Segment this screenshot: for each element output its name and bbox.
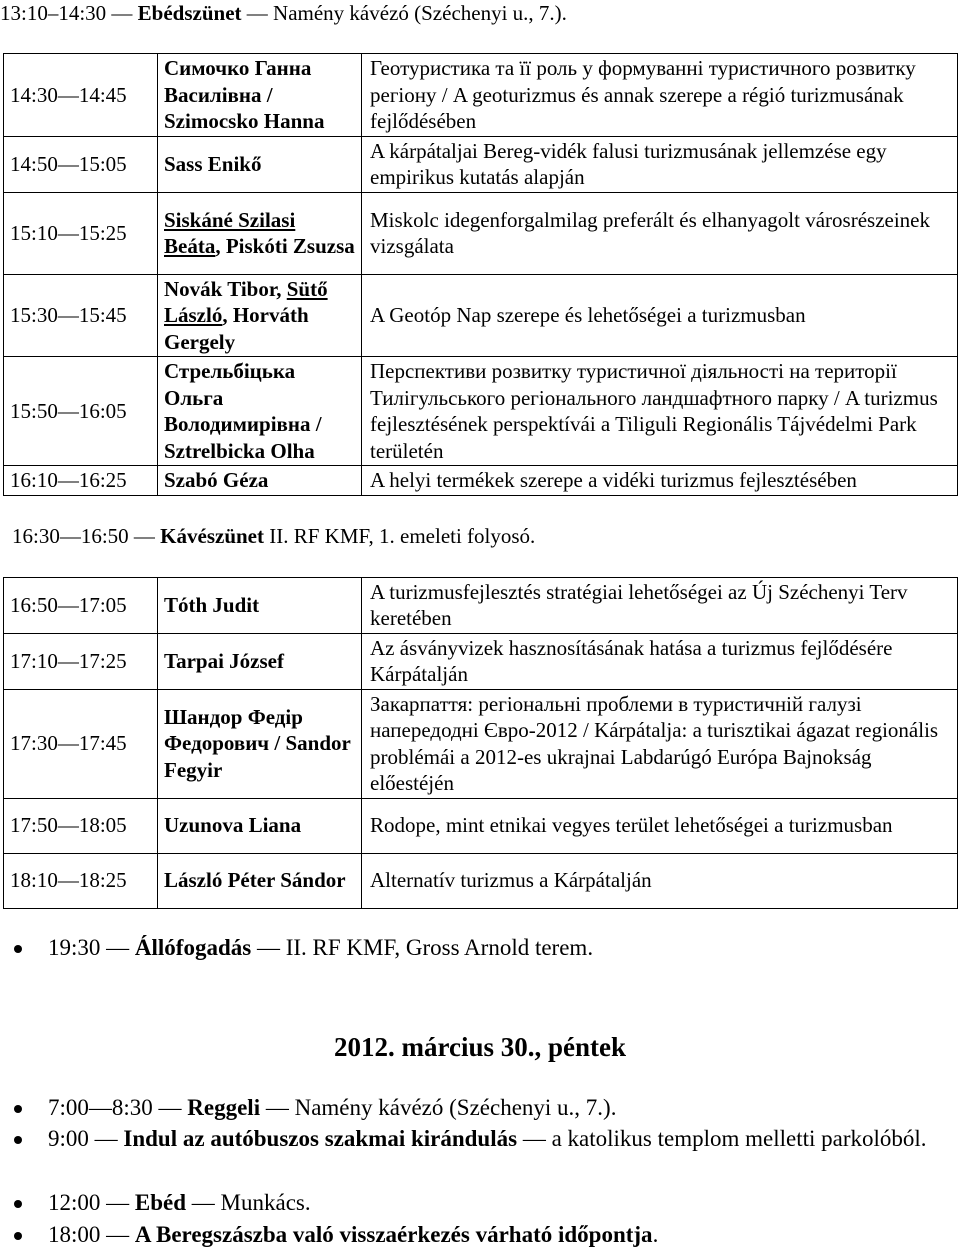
speaker-first: Novák Tibor, bbox=[164, 276, 287, 301]
table-row bbox=[4, 798, 958, 853]
session-time: 17:30—17:45 bbox=[4, 689, 158, 798]
session-title: A turizmusfejlesztés stratégiai lehetőségei az Új Széchenyi Terv keretében bbox=[362, 578, 958, 634]
table-row bbox=[4, 137, 958, 193]
item-time: 7:00—8:30 bbox=[48, 1095, 153, 1120]
item-rest: Munkács. bbox=[220, 1190, 311, 1215]
dash: — bbox=[94, 1126, 118, 1151]
session-time: 17:10—17:25 bbox=[4, 633, 158, 689]
session-time: 16:50—17:05 bbox=[4, 578, 158, 634]
list-item-text bbox=[48, 1219, 960, 1251]
list-item bbox=[0, 1219, 960, 1251]
item-time: 9:00 bbox=[48, 1126, 89, 1151]
table-row bbox=[4, 54, 958, 137]
list-item-text bbox=[48, 1092, 960, 1124]
dash: — bbox=[158, 1095, 182, 1120]
bullet-icon bbox=[14, 945, 22, 953]
session-title: A helyi termékek szerepe a vidéki turizmus fejlesztésében bbox=[362, 466, 958, 495]
session-title: Перспективи розвитку туристичної діяльності на території Тилігульського регіонального ландшафтного парку / A turizmus fejlesztésének perspektívái a Tiliguli Regionális Tájvédelmi Park területén bbox=[362, 357, 958, 466]
session-speaker: Стрельбіцька Ольга Володимирівна / Sztrelbicka Olha bbox=[158, 357, 362, 466]
table-row bbox=[4, 633, 958, 689]
bullet-icon bbox=[14, 1136, 22, 1144]
dash: — bbox=[106, 935, 130, 960]
session-title: Геотуристика та її роль у формуванні туристичного розвитку регіону / A geoturizmus és annak szerepe a régió turizmusának fejlődésében bbox=[362, 54, 958, 137]
session-speaker: Uzunova Liana bbox=[158, 798, 362, 853]
dash: — bbox=[106, 1222, 130, 1247]
coffee-event: Kávészünet bbox=[160, 524, 264, 548]
session-speaker: Шандор Федір Федорович / Sandor Fegyir bbox=[158, 689, 362, 798]
reception-place: II. RF KMF, Gross Arnold terem. bbox=[285, 935, 594, 960]
speaker-rest: , Horváth Gergely bbox=[164, 303, 309, 354]
list-item-text bbox=[48, 1123, 960, 1155]
list-item-text bbox=[48, 1187, 960, 1219]
day-heading: 2012. március 30., péntek bbox=[333, 1032, 626, 1062]
session-time: 15:30—15:45 bbox=[4, 274, 158, 356]
lunch-time: 13:10–14:30 bbox=[0, 1, 107, 25]
item-rest: Namény kávézó (Széchenyi u., 7.). bbox=[294, 1095, 617, 1120]
item-time: 12:00 bbox=[48, 1190, 101, 1215]
coffee-break-line bbox=[12, 523, 535, 549]
session-title: A kárpátaljai Bereg-vidék falusi turizmusának jellemzése egy empirikus kutatás alapján bbox=[362, 137, 958, 193]
dash: — bbox=[256, 935, 280, 960]
table-row bbox=[4, 578, 958, 634]
dash: — bbox=[106, 1190, 130, 1215]
reception-event: Állófogadás bbox=[134, 935, 252, 960]
table-row bbox=[4, 689, 958, 798]
item-event: Ebéd bbox=[134, 1190, 187, 1215]
session-time: 14:50—15:05 bbox=[4, 137, 158, 193]
session-title: Закарпаття: регіональні проблеми в туристичній галузі напередодні Євро-2012 / Kárpátalja: a turisztikai ágazat regionális problémái a 2012-es ukrajnai Labdarúgó Európa Bajnokság előestéjén bbox=[362, 689, 958, 798]
dash: — bbox=[265, 1095, 289, 1120]
session-speaker: Sass Enikő bbox=[158, 137, 362, 193]
session-time: 16:10—16:25 bbox=[4, 466, 158, 495]
table-row bbox=[4, 192, 958, 274]
session-time: 18:10—18:25 bbox=[4, 853, 158, 908]
coffee-time: 16:30—16:50 bbox=[12, 524, 129, 548]
item-rest: a katolikus templom melletti parkolóból. bbox=[551, 1126, 927, 1151]
reception-time: 19:30 bbox=[48, 935, 101, 960]
session-speaker: Tóth Judit bbox=[158, 578, 362, 634]
item-event: Indul az autóbuszos szakmai kirándulás bbox=[123, 1126, 518, 1151]
table-row bbox=[4, 466, 958, 495]
session-title: Az ásványvizek hasznosításának hatása a turizmus fejlődésére Kárpátalján bbox=[362, 633, 958, 689]
session-time: 17:50—18:05 bbox=[4, 798, 158, 853]
list-item bbox=[0, 1187, 960, 1219]
item-time: 18:00 bbox=[48, 1222, 101, 1247]
session-speaker bbox=[158, 192, 362, 274]
lunch-break-line bbox=[0, 0, 567, 26]
coffee-place: II. RF KMF, 1. emeleti folyosó. bbox=[269, 524, 536, 548]
item-rest: . bbox=[652, 1222, 659, 1247]
list-item-text bbox=[48, 932, 960, 964]
session-speaker: László Péter Sándor bbox=[158, 853, 362, 908]
session-speaker bbox=[158, 274, 362, 356]
session-title: Miskolc idegenforgalmilag preferált és elhanyagolt városrészeinek vizsgálata bbox=[362, 192, 958, 274]
lunch-event: Ebédszünet bbox=[137, 1, 242, 25]
dash: — bbox=[133, 524, 155, 548]
session-speaker: Szabó Géza bbox=[158, 466, 362, 495]
session-time: 14:30—14:45 bbox=[4, 54, 158, 137]
session-title: Alternatív turizmus a Kárpátalján bbox=[362, 853, 958, 908]
schedule-table-afternoon bbox=[3, 53, 958, 496]
list-item bbox=[0, 1092, 960, 1124]
dash: — bbox=[246, 1, 268, 25]
table-row bbox=[4, 274, 958, 356]
speaker-underlined: Siskáné Szilasi Beáta bbox=[164, 207, 296, 259]
list-item bbox=[0, 932, 960, 964]
speaker-rest: , Piskóti Zsuzsa bbox=[215, 234, 355, 259]
bullet-icon bbox=[14, 1200, 22, 1208]
session-title: A Geotóp Nap szerepe és lehetőségei a turizmusban bbox=[362, 274, 958, 356]
session-speaker: Симочко Ганна Василівна / Szimocsko Hanna bbox=[158, 54, 362, 137]
dash: — bbox=[191, 1190, 215, 1215]
bullet-icon bbox=[14, 1232, 22, 1240]
list-item bbox=[0, 1123, 960, 1155]
item-event: A Beregszászba való visszaérkezés várható időpontja bbox=[134, 1222, 653, 1247]
dash: — bbox=[522, 1126, 546, 1151]
session-title: Rodope, mint etnikai vegyes terület lehetőségei a turizmusban bbox=[362, 798, 958, 853]
dash: — bbox=[111, 1, 133, 25]
lunch-place: Namény kávézó (Széchenyi u., 7.). bbox=[273, 1, 567, 25]
session-speaker: Tarpai József bbox=[158, 633, 362, 689]
speaker-underlined: Sütő László bbox=[164, 276, 328, 328]
table-row bbox=[4, 357, 958, 466]
item-event: Reggeli bbox=[187, 1095, 261, 1120]
bullet-icon bbox=[14, 1105, 22, 1113]
session-time: 15:50—16:05 bbox=[4, 357, 158, 466]
table-row bbox=[4, 853, 958, 908]
session-time: 15:10—15:25 bbox=[4, 192, 158, 274]
schedule-table-evening bbox=[3, 577, 958, 909]
